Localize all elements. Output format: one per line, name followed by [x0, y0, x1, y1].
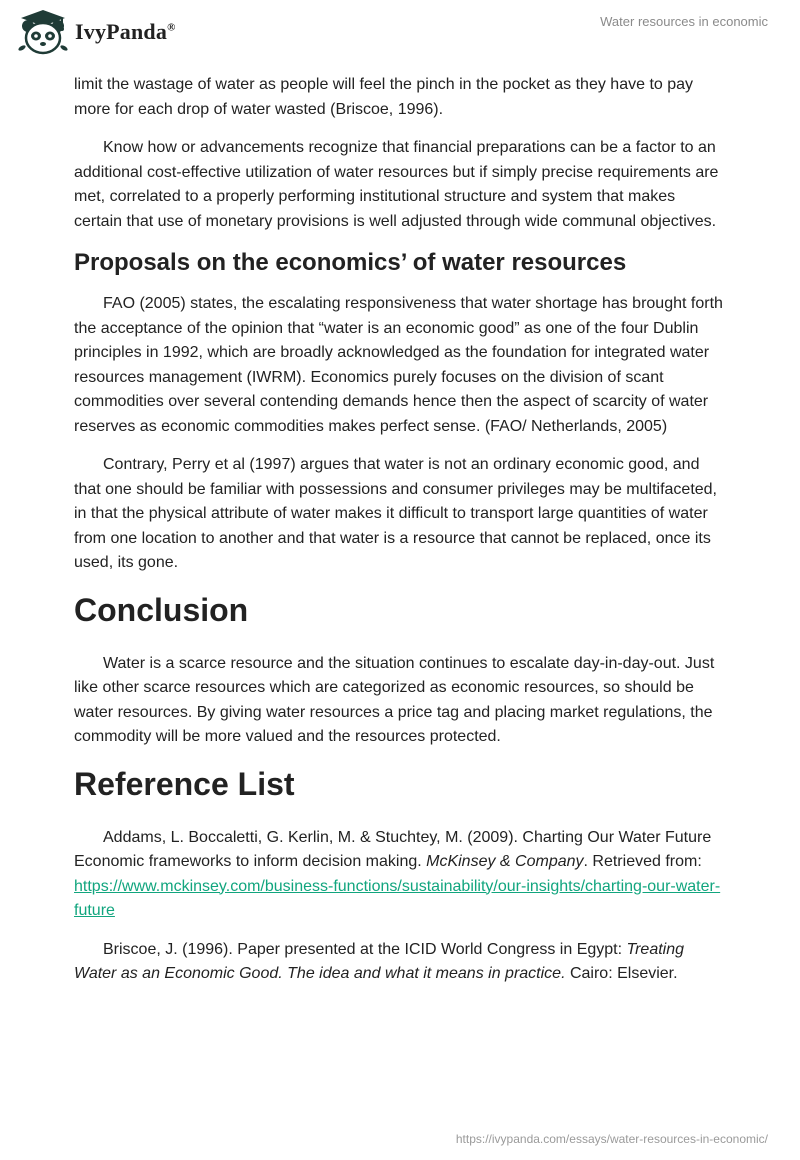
footer-url: https://ivypanda.com/essays/water-resources-in-economic/	[455, 1132, 768, 1146]
page-header	[0, 0, 800, 70]
brand-name: IvyPanda®	[75, 19, 176, 44]
reference-link[interactable]: https://www.mckinsey.com/business-functions/sustainability/our-insights/charting-our-water-future	[74, 877, 721, 919]
panda-icon	[15, 8, 71, 56]
paragraph: Water is a scarce resource and the situation continues to escalate day-in-day-out. Just like other scarce resources which are categorized as economic resources, so should be water resources. By giving water resources a price tag and placing market regulations, the commodity will be more valued and the resources protected.	[74, 654, 715, 745]
section-heading-conclusion: Conclusion	[74, 591, 249, 628]
ivypanda-logo[interactable]	[15, 8, 176, 56]
reference-item: Briscoe, J. (1996). Paper presented at the ICID World Congress in Egypt: Treating Water as an Economic Good. The idea and what it means in practice. Cairo: Elsevier.	[74, 940, 685, 982]
document-title: Water resources in economic	[600, 14, 768, 29]
paragraph: FAO (2005) states, the escalating responsiveness that water shortage has brought forth the acceptance of the opinion that “water is an economic good” as one of the four Dublin principles in 1992, which are broadly acknowledged as the foundation for integrated water resources management (IWRM). Economics purely focuses on the division of scant commodities over several contending demands hence then the aspect of scarcity of water reserves as economic commodities makes perfect sense. (FAO/ Netherlands, 2005)	[74, 295, 723, 435]
paragraph: Know how or advancements recognize that financial preparations can be a factor to an additional cost-effective utilization of water resources but if simply precise requirements are met, correlated to a properly performing institutional structure and system that makes certain that use of monetary provisions is well adjusted through wide communal objectives.	[74, 139, 719, 230]
paragraph: limit the wastage of water as people will feel the pinch in the pocket as they have to pay more for each drop of water wasted (Briscoe, 1996).	[74, 76, 694, 118]
section-heading-proposals: Proposals on the economics’ of water resources	[74, 249, 627, 276]
essay-content	[74, 73, 726, 1001]
paragraph: Contrary, Perry et al (1997) argues that water is not an ordinary economic good, and that one should be familiar with possessions and consumer privileges may be multifaceted, in that the physical attribute of water makes it difficult to transport large quantities of water from one location to another and that water is a resource that cannot be replaced, once its used, its gone.	[74, 456, 717, 571]
reference-item: Addams, L. Boccaletti, G. Kerlin, M. & Stuchtey, M. (2009). Charting Our Water Future Economic frameworks to inform decision making. McKinsey & Company. Retrieved from: https://www.mckinsey.com/business-functions/sustainability/our-insights/charting-our-water-future	[74, 828, 721, 919]
section-heading-references: Reference List	[74, 765, 295, 802]
